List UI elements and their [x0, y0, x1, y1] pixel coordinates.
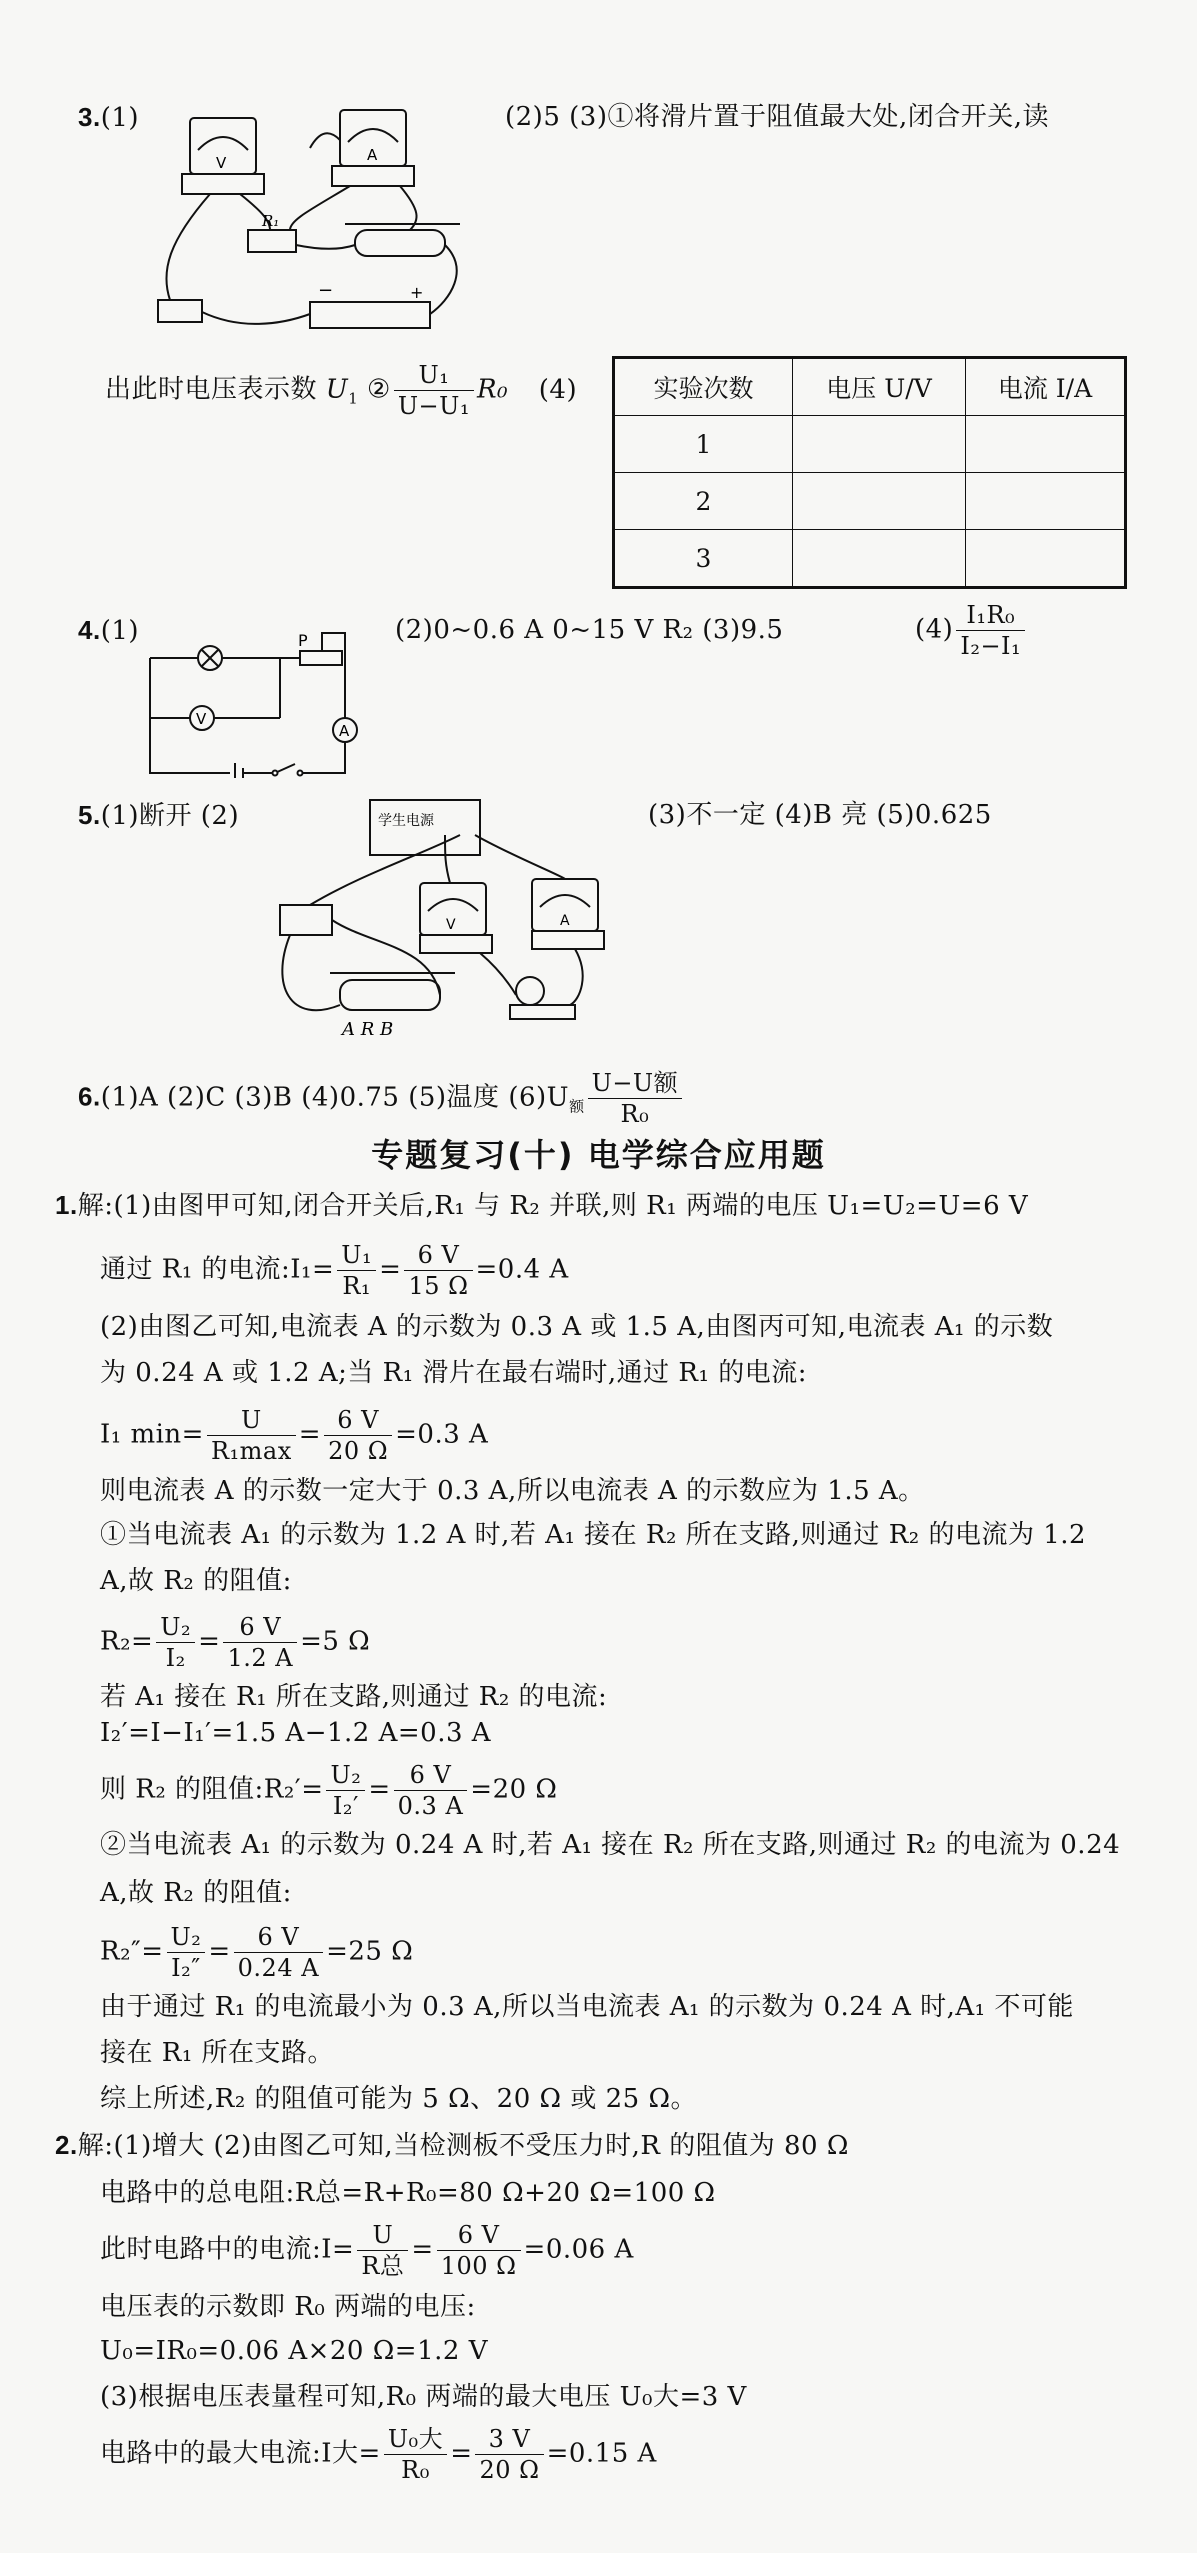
- q4-part1: (1): [100, 616, 140, 646]
- s1-line7: ①当电流表 A₁ 的示数为 1.2 A 时,若 A₁ 接在 R₂ 所在支路,则通过 R₂ 的电流为 1.2: [100, 1520, 1087, 1550]
- q5-a-label: A: [560, 913, 570, 929]
- s2-line5: U₀=IR₀=0.06 A×20 Ω=1.2 V: [100, 2336, 488, 2366]
- q5-supply-label: 学生电源: [378, 813, 434, 829]
- q4-circuit-diagram: [140, 618, 380, 778]
- s2-line2: 电路中的总电阻:R总=R+R₀=80 Ω+20 Ω=100 Ω: [100, 2178, 716, 2208]
- table-row: 3: [614, 530, 1126, 588]
- table-row: 2: [614, 473, 1126, 530]
- q5-part1: (1)断开 (2): [100, 801, 240, 831]
- q5-rheostat-labels: A R B: [342, 1019, 394, 1040]
- q3-ammeter-label: A: [367, 146, 378, 164]
- s1-line5: I₁ min= U R₁max = $\frac{6 V}{20 \Omega}$ =0.3 A: [100, 1406, 489, 1465]
- q5-part3-text: (3)不一定 (4)B 亮 (5)0.625: [648, 800, 992, 830]
- q3-line2-prefix: 出此时电压表示数: [105, 374, 318, 405]
- q3-r1-label: R₁: [262, 212, 280, 230]
- s1-number: 1.: [55, 1190, 78, 1220]
- q5-v-label: V: [446, 917, 456, 933]
- q3-fraction: $\frac{\text{U₁}}{\text{U−U₁}}$: [394, 360, 474, 421]
- table-header-row: [614, 358, 1126, 416]
- q3-minus-label: −: [318, 280, 334, 301]
- q6-fraction: U−U额 R₀: [588, 1068, 683, 1129]
- q3-part1: (1): [100, 103, 140, 133]
- s1-line12: 则 R₂ 的阻值:R₂′= $\frac{\text{U₂}}{\text{I₂′}}$ = $\frac{6 V}{0.3 A}$ =20 Ω: [100, 1761, 558, 1820]
- s1-line13: ②当电流表 A₁ 的示数为 0.24 A 时,若 A₁ 接在 R₂ 所在支路,则通过 R₂ 的电流为 0.24: [100, 1830, 1121, 1860]
- table-header-current: 电流 I/A: [966, 358, 1126, 416]
- s1-line9: R₂= $\frac{\text{U₂}}{\text{I₂}}$ = $\frac{6 V}{1.2 A}$ =5 Ω: [100, 1613, 371, 1672]
- table-header-trials: 实验次数: [614, 358, 793, 416]
- s1-line6: 则电流表 A 的示数一定大于 0.3 A,所以电流表 A 的示数应为 1.5 A。: [100, 1476, 925, 1506]
- s1-line3: (2)由图乙可知,电流表 A 的示数为 0.3 A 或 1.5 A,由图丙可知,电流表 A₁ 的示数: [100, 1312, 1054, 1342]
- q3-header: [78, 100, 139, 135]
- s1-line4: 为 0.24 A 或 1.2 A;当 R₁ 滑片在最右端时,通过 R₁ 的电流:: [100, 1358, 807, 1388]
- q3-u1: U: [325, 374, 349, 405]
- s2-line3: 此时电路中的电流:I= U R总 = $\frac{6 V}{100 \Omega}$ =0.06 A: [100, 2221, 634, 2280]
- q3-voltmeter-label: V: [216, 154, 227, 172]
- s1-line8: A,故 R₂ 的阻值:: [100, 1566, 292, 1596]
- s2-line7: 电路中的最大电流:I大= U₀大 R₀ = $\frac{3 V}{20 \Omega}$ =0.15 A: [100, 2425, 657, 2484]
- q4-fraction: $\frac{\text{I₁R₀}}{\text{I₂−I₁}}$: [956, 600, 1025, 661]
- q5-header: [78, 798, 239, 833]
- s2-line4: 电压表的示数即 R₀ 两端的电压:: [100, 2292, 476, 2322]
- q3-r0: R₀: [477, 374, 509, 405]
- s2-number: 2.: [55, 2130, 78, 2160]
- q4-part4: (4) $\frac{\text{I₁R₀}}{\text{I₂−I₁}}$: [915, 600, 1028, 661]
- q6-text: (1)A (2)C (3)B (4)0.75 (5)温度 (6)U: [100, 1082, 570, 1113]
- q4-part2-text: (2)0~0.6 A 0~15 V R₂ (3)9.5: [395, 615, 784, 645]
- q3-circuit-figure: [150, 100, 480, 345]
- q3-part2-text: (2)5 (3)①将滑片置于阻值最大处,闭合开关,读: [505, 102, 1049, 132]
- s2-line6: (3)根据电压表量程可知,R₀ 两端的最大电压 U₀大=3 V: [100, 2382, 747, 2412]
- q4-p-label: P: [298, 631, 308, 650]
- q5-circuit-figure: [270, 795, 630, 1050]
- q3-line2: 出此时电压表示数 $U_1$ ② $\frac{\text{U₁}}{\text{U−U₁}}$ R₀ (4): [105, 361, 578, 420]
- s1-line14: A,故 R₂ 的阻值:: [100, 1878, 292, 1908]
- q6-number: 6.: [78, 1081, 101, 1112]
- s1-line10: 若 A₁ 接在 R₁ 所在支路,则通过 R₂ 的电流:: [100, 1682, 608, 1712]
- q3-experiment-table: [612, 356, 1127, 589]
- q4-a-label: A: [339, 722, 350, 740]
- q3-number: 3.: [78, 102, 101, 132]
- q3-plus-label: +: [410, 283, 424, 302]
- q3-part4: (4): [538, 374, 578, 405]
- section-title: 专题复习(十) 电学综合应用题: [371, 1136, 826, 1174]
- table-header-voltage: 电压 U/V: [793, 358, 966, 416]
- table-row: 1: [614, 416, 1126, 473]
- s1-line15: R₂″= $\frac{\text{U₂}}{\text{I₂″}}$ = $\frac{6 V}{0.24 A}$ =25 Ω: [100, 1923, 414, 1982]
- s1-line18: 综上所述,R₂ 的阻值可能为 5 Ω、20 Ω 或 25 Ω。: [100, 2084, 697, 2114]
- s2-line1: 2.解:(1)增大 (2)由图乙可知,当检测板不受压力时,R 的阻值为 80 Ω: [55, 2130, 849, 2161]
- q4-number: 4.: [78, 615, 101, 645]
- s1-line2: 通过 R₁ 的电流:I₁= $\frac{\text{U₁}}{\text{R₁}}$ = $\frac{6 V}{15 \Omega}$ =0.4 A: [100, 1241, 569, 1300]
- s1-line1: 1.解:(1)由图甲可知,闭合开关后,R₁ 与 R₂ 并联,则 R₁ 两端的电压 U₁=U₂=U=6 V: [55, 1190, 1029, 1221]
- q4-v-label: V: [196, 710, 207, 728]
- q6-line: 6.(1)A (2)C (3)B (4)0.75 (5)温度 $(6)U_额$ U−U额 R₀: [78, 1068, 685, 1129]
- s1-line17: 接在 R₁ 所在支路。: [100, 2038, 335, 2068]
- q5-number: 5.: [78, 800, 101, 830]
- s1-line16: 由于通过 R₁ 的电流最小为 0.3 A,所以当电流表 A₁ 的示数为 0.24 A 时,A₁ 不可能: [100, 1992, 1074, 2022]
- q4-header: [78, 613, 139, 648]
- s1-line11: I₂′=I−I₁′=1.5 A−1.2 A=0.3 A: [100, 1718, 492, 1748]
